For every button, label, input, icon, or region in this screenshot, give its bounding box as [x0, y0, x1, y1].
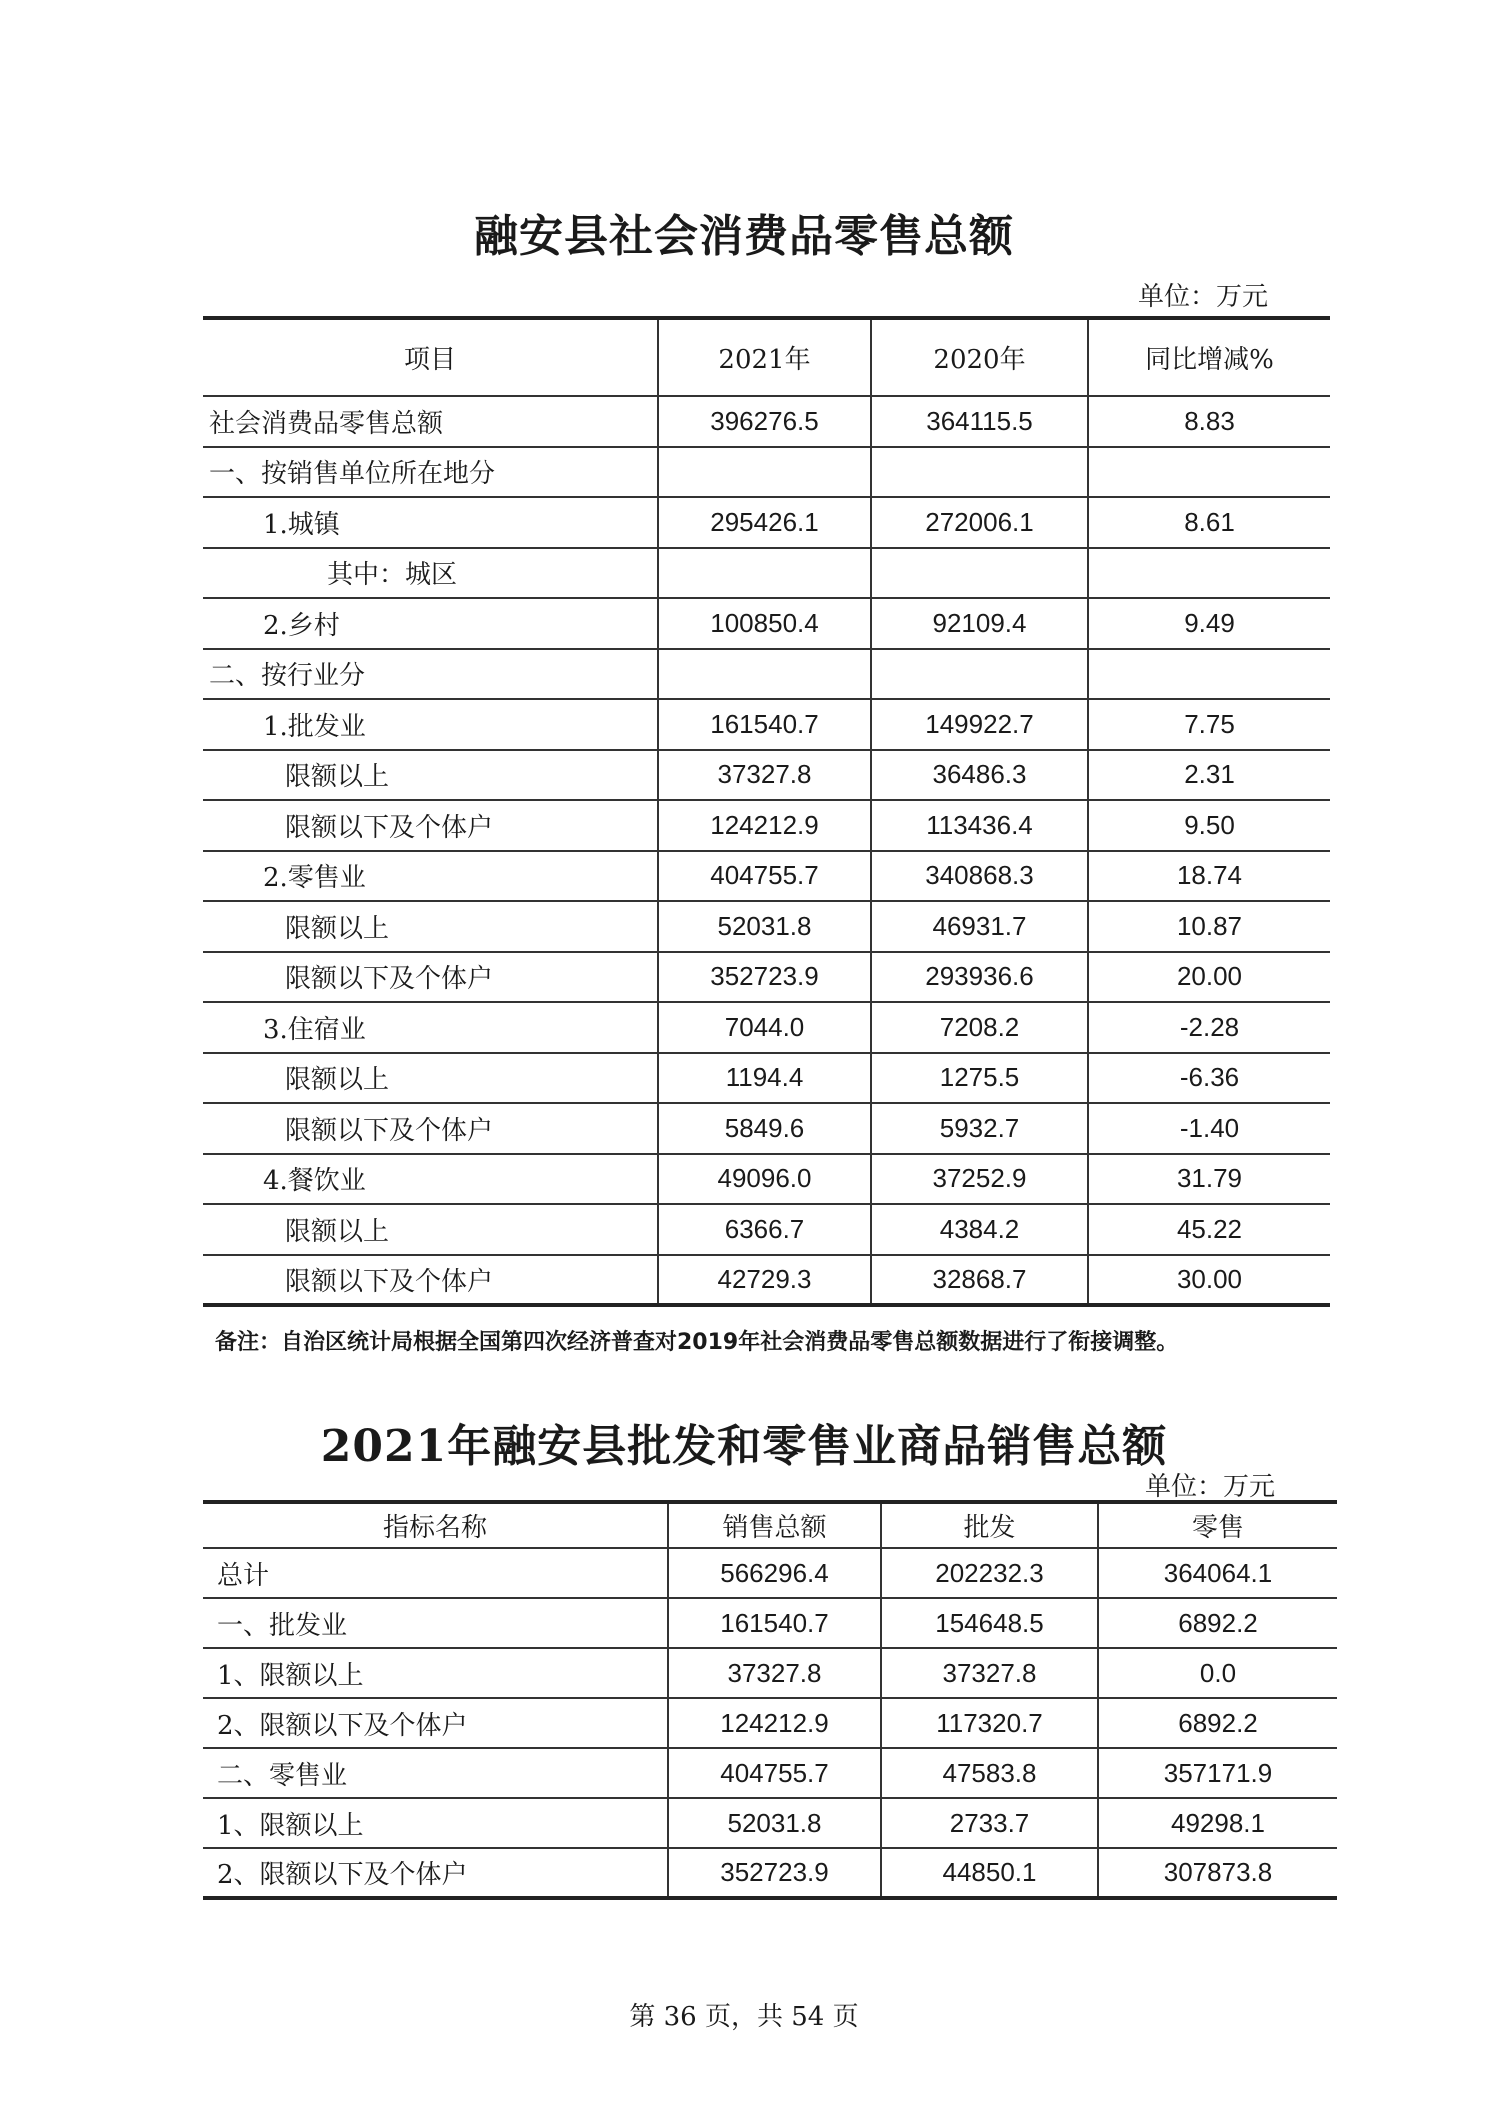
value-2020: 7208.2: [871, 1002, 1088, 1053]
value-change: 2.31: [1088, 750, 1330, 801]
value-total: 566296.4: [668, 1548, 881, 1598]
header-indicator: 指标名称: [203, 1502, 668, 1548]
value-change: -1.40: [1088, 1103, 1330, 1154]
value-2020: 32868.7: [871, 1255, 1088, 1306]
value-2021: 49096.0: [658, 1154, 871, 1205]
row-label: 限额以下及个体户: [203, 800, 658, 851]
row-label: 一、按销售单位所在地分: [203, 447, 658, 498]
value-wholesale: 202232.3: [881, 1548, 1098, 1598]
value-retail: 6892.2: [1098, 1598, 1337, 1648]
value-total: 161540.7: [668, 1598, 881, 1648]
value-change: 7.75: [1088, 699, 1330, 750]
value-retail: 364064.1: [1098, 1548, 1337, 1598]
table-row: [203, 649, 1330, 700]
value-2020: 36486.3: [871, 750, 1088, 801]
table-row: [203, 1598, 1337, 1648]
row-label: 限额以下及个体户: [203, 1103, 658, 1154]
row-label: 总计: [203, 1548, 668, 1598]
table-row: [203, 598, 1330, 649]
table-row: [203, 1748, 1337, 1798]
value-change: 18.74: [1088, 851, 1330, 902]
table-row: [203, 497, 1330, 548]
value-2020: 4384.2: [871, 1204, 1088, 1255]
table-row: [203, 1255, 1330, 1306]
row-label: 限额以下及个体户: [203, 1255, 658, 1306]
row-label: 其中：城区: [203, 548, 658, 599]
table2-unit: 单位：万元: [1145, 1472, 1276, 1502]
table-row: [203, 447, 1330, 498]
row-label: 2、限额以下及个体户: [203, 1848, 668, 1898]
value-wholesale: 37327.8: [881, 1648, 1098, 1698]
value-2021: 37327.8: [658, 750, 871, 801]
table-row: [203, 396, 1330, 447]
value-retail: 0.0: [1098, 1648, 1337, 1698]
table2-header-row: [203, 1502, 1337, 1548]
row-label: 3.住宿业: [203, 1002, 658, 1053]
value-change: [1088, 548, 1330, 599]
table-row: [203, 952, 1330, 1003]
table-row: [203, 1204, 1330, 1255]
value-2021: [658, 447, 871, 498]
row-label: 1、限额以上: [203, 1648, 668, 1698]
row-label: 限额以上: [203, 1053, 658, 1104]
header-retail: 零售: [1098, 1502, 1337, 1548]
value-wholesale: 117320.7: [881, 1698, 1098, 1748]
value-2021: 42729.3: [658, 1255, 871, 1306]
row-label: 1.批发业: [203, 699, 658, 750]
table1-body: [203, 396, 1330, 1305]
row-label: 限额以上: [203, 1204, 658, 1255]
value-change: 9.50: [1088, 800, 1330, 851]
table-row: [203, 1648, 1337, 1698]
row-label: 4.餐饮业: [203, 1154, 658, 1205]
table-row: [203, 1154, 1330, 1205]
value-retail: 6892.2: [1098, 1698, 1337, 1748]
value-2020: [871, 649, 1088, 700]
value-2021: 6366.7: [658, 1204, 871, 1255]
row-label: 限额以上: [203, 901, 658, 952]
row-label: 限额以下及个体户: [203, 952, 658, 1003]
value-total: 52031.8: [668, 1798, 881, 1848]
value-change: 31.79: [1088, 1154, 1330, 1205]
value-change: [1088, 447, 1330, 498]
header-2021: 2021年: [658, 318, 871, 396]
header-2020: 2020年: [871, 318, 1088, 396]
table-row: [203, 1103, 1330, 1154]
row-label: 限额以上: [203, 750, 658, 801]
value-2021: 5849.6: [658, 1103, 871, 1154]
value-change: 10.87: [1088, 901, 1330, 952]
value-change: 20.00: [1088, 952, 1330, 1003]
value-2021: 52031.8: [658, 901, 871, 952]
table-row: [203, 750, 1330, 801]
table-row: [203, 548, 1330, 599]
row-label: 1、限额以上: [203, 1798, 668, 1848]
value-wholesale: 154648.5: [881, 1598, 1098, 1648]
value-2021: 161540.7: [658, 699, 871, 750]
value-total: 404755.7: [668, 1748, 881, 1798]
value-retail: 49298.1: [1098, 1798, 1337, 1848]
table-row: [203, 1053, 1330, 1104]
row-label: 2、限额以下及个体户: [203, 1698, 668, 1748]
value-2020: 46931.7: [871, 901, 1088, 952]
row-label: 1.城镇: [203, 497, 658, 548]
value-2021: [658, 649, 871, 700]
value-2021: 100850.4: [658, 598, 871, 649]
table2-body: [203, 1548, 1337, 1898]
value-2021: 352723.9: [658, 952, 871, 1003]
value-2021: 396276.5: [658, 396, 871, 447]
row-label: 二、按行业分: [203, 649, 658, 700]
value-2020: 293936.6: [871, 952, 1088, 1003]
table-row: [203, 1798, 1337, 1848]
value-2020: 340868.3: [871, 851, 1088, 902]
header-total: 销售总额: [668, 1502, 881, 1548]
value-2020: 37252.9: [871, 1154, 1088, 1205]
value-2020: 5932.7: [871, 1103, 1088, 1154]
value-2021: 404755.7: [658, 851, 871, 902]
header-change: 同比增减%: [1088, 318, 1330, 396]
value-change: 45.22: [1088, 1204, 1330, 1255]
value-change: 8.83: [1088, 396, 1330, 447]
value-2021: 124212.9: [658, 800, 871, 851]
value-total: 352723.9: [668, 1848, 881, 1898]
table1-title: 融安县社会消费品零售总额: [474, 211, 1014, 262]
value-retail: 307873.8: [1098, 1848, 1337, 1898]
value-change: [1088, 649, 1330, 700]
value-2020: 92109.4: [871, 598, 1088, 649]
header-item: 项目: [203, 318, 658, 396]
value-wholesale: 47583.8: [881, 1748, 1098, 1798]
value-2020: 272006.1: [871, 497, 1088, 548]
table-row: [203, 1698, 1337, 1748]
value-2020: [871, 548, 1088, 599]
table1-note: 备注：自治区统计局根据全国第四次经济普查对2019年社会消费品零售总额数据进行了衔接调整。: [215, 1330, 1179, 1355]
value-2021: 295426.1: [658, 497, 871, 548]
table-row: [203, 901, 1330, 952]
value-retail: 357171.9: [1098, 1748, 1337, 1798]
row-label: 一、批发业: [203, 1598, 668, 1648]
row-label: 社会消费品零售总额: [203, 396, 658, 447]
value-2020: 364115.5: [871, 396, 1088, 447]
value-change: -2.28: [1088, 1002, 1330, 1053]
value-2020: 113436.4: [871, 800, 1088, 851]
value-wholesale: 2733.7: [881, 1798, 1098, 1848]
table-row: [203, 1002, 1330, 1053]
value-2021: 7044.0: [658, 1002, 871, 1053]
table-row: [203, 699, 1330, 750]
row-label: 二、零售业: [203, 1748, 668, 1798]
value-2021: [658, 548, 871, 599]
header-wholesale: 批发: [881, 1502, 1098, 1548]
value-2020: 1275.5: [871, 1053, 1088, 1104]
value-change: 30.00: [1088, 1255, 1330, 1306]
page-footer: 第 36 页，共 54 页: [629, 2002, 859, 2032]
value-2020: 149922.7: [871, 699, 1088, 750]
value-change: 8.61: [1088, 497, 1330, 548]
value-wholesale: 44850.1: [881, 1848, 1098, 1898]
value-change: 9.49: [1088, 598, 1330, 649]
table-row: [203, 851, 1330, 902]
table1-unit: 单位：万元: [1138, 282, 1269, 312]
row-label: 2.零售业: [203, 851, 658, 902]
table1-header-row: [203, 318, 1330, 396]
table2-title: 2021年融安县批发和零售业商品销售总额: [320, 1421, 1168, 1472]
value-2021: 1194.4: [658, 1053, 871, 1104]
value-change: -6.36: [1088, 1053, 1330, 1104]
row-label: 2.乡村: [203, 598, 658, 649]
value-total: 124212.9: [668, 1698, 881, 1748]
value-2020: [871, 447, 1088, 498]
table-row: [203, 1548, 1337, 1598]
wholesale-retail-table: [203, 1500, 1337, 1900]
value-total: 37327.8: [668, 1648, 881, 1698]
table-row: [203, 1848, 1337, 1898]
table-row: [203, 800, 1330, 851]
retail-sales-table: [203, 316, 1330, 1307]
